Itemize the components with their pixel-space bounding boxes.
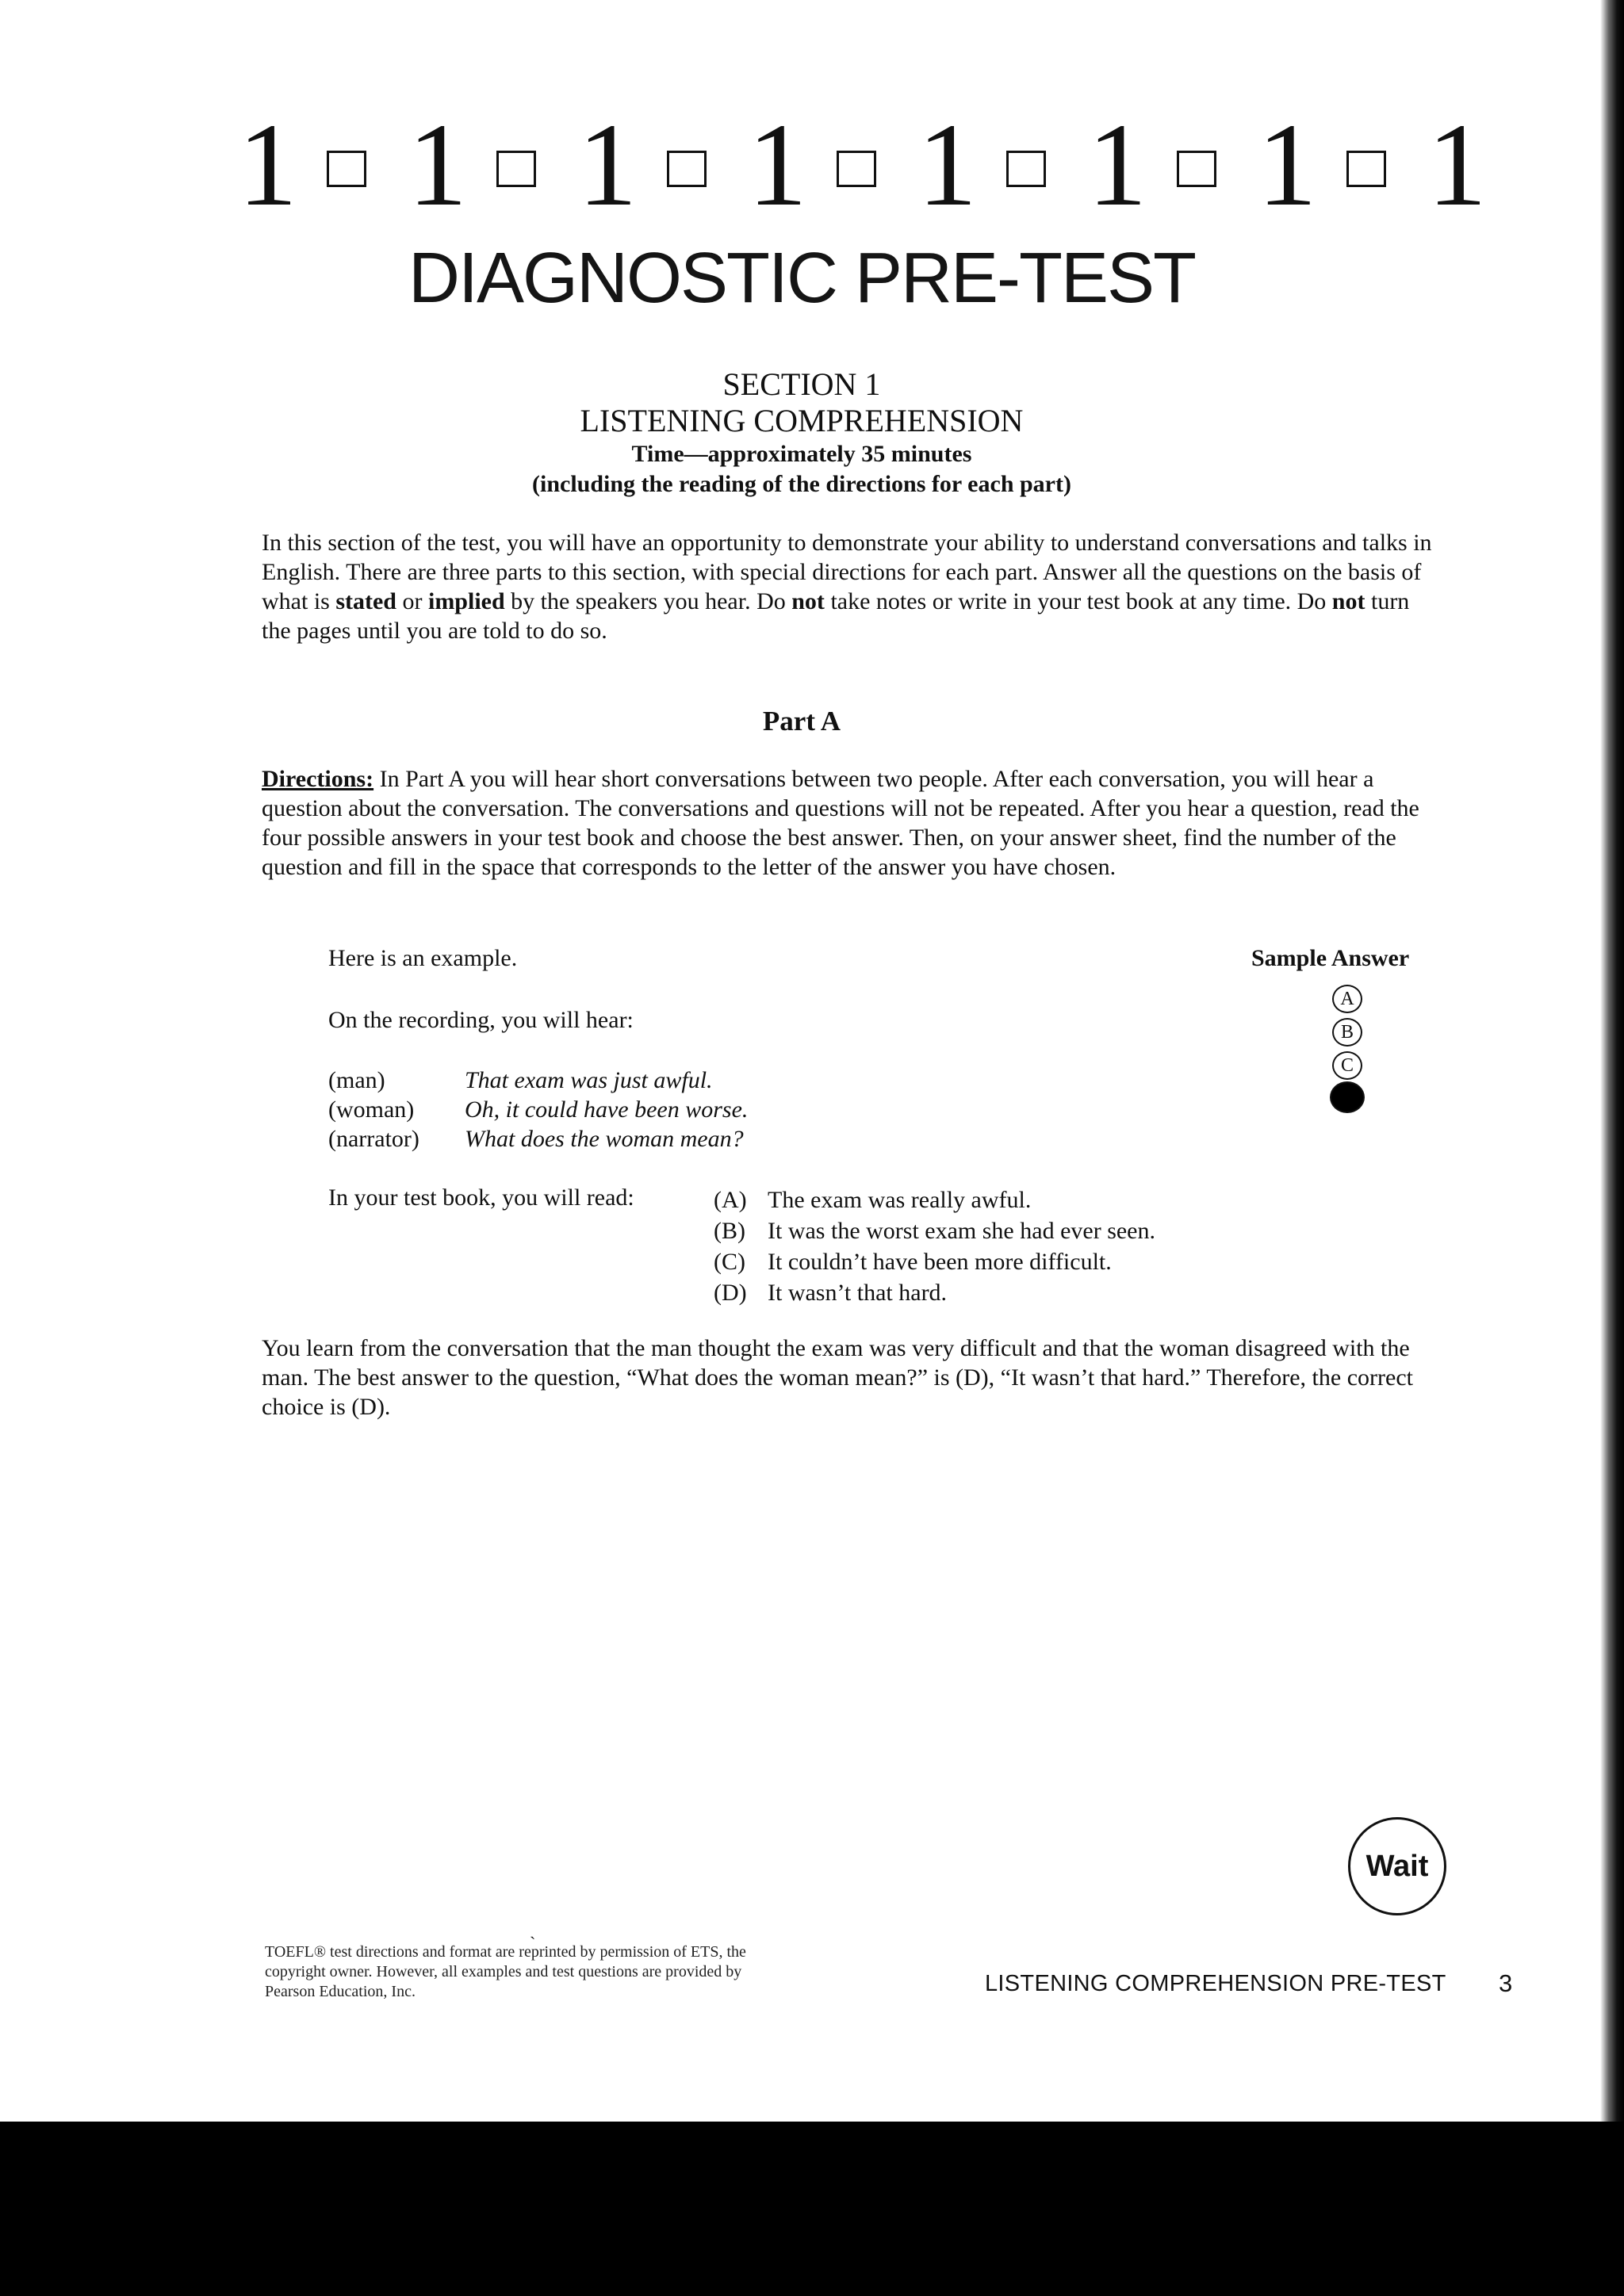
intro-text: In this section of the test, you will have an opportunity to demonstrate your ability to understand conversations and talks in English. There are three parts to this section, with special directions for each part. Answer all the questions on the basis of what is — [262, 530, 1432, 614]
section-heading — [0, 366, 1603, 499]
dialog-line — [328, 1066, 713, 1095]
explanation-paragraph: You learn from the conversation that the man thought the exam was very difficult and that the woman disagreed with the man. The best answer to the question, “What does the woman mean?” is (D), “It wasn’t that hard.” Therefore, the correct choice is (D). — [262, 1335, 1413, 1420]
section-time-note: (including the reading of the directions for each part) — [532, 471, 1071, 497]
banner-box — [1177, 151, 1216, 187]
dialog-line — [328, 1095, 748, 1124]
dialog-speaker: (man) — [328, 1067, 385, 1093]
directions-paragraph — [262, 764, 1443, 882]
page-edge-shadow — [1600, 0, 1624, 2122]
choice-letter: (C) — [714, 1249, 745, 1275]
banner-digit: 1 — [238, 99, 297, 231]
dialog-line — [328, 1124, 744, 1154]
intro-text: or — [396, 588, 428, 614]
choice-row — [714, 1246, 1155, 1277]
choice-text: It couldn’t have been more difficult. — [768, 1249, 1112, 1275]
banner-box — [496, 151, 536, 187]
intro-bold: not — [791, 588, 825, 614]
copyright-note: TOEFL® test directions and format are reprinted by permission of ETS, the copyright owner. However, all examples and test questions are provided by Pearson Education, Inc. — [265, 1943, 746, 2000]
choice-text: The exam was really awful. — [768, 1187, 1032, 1213]
intro-bold: implied — [427, 588, 505, 614]
banner-box — [327, 151, 366, 187]
choice-row — [714, 1215, 1155, 1246]
choice-letter: (D) — [714, 1280, 747, 1306]
answer-bubble: C — [1332, 1051, 1362, 1080]
example-intro: Here is an example. — [328, 945, 518, 971]
part-title: Part A — [762, 706, 841, 737]
banner-digit: 1 — [1087, 99, 1147, 231]
dialog-text: What does the woman mean? — [465, 1126, 744, 1152]
banner-digit: 1 — [747, 99, 807, 231]
read-label: In your test book, you will read: — [328, 1184, 634, 1211]
answer-bubble: A — [1332, 985, 1362, 1013]
intro-text: by the speakers you hear. Do — [504, 588, 792, 614]
banner-digit: 1 — [1427, 99, 1487, 231]
dialog-speaker: (narrator) — [328, 1126, 419, 1152]
dialog-speaker: (woman) — [328, 1096, 415, 1123]
banner-digit: 1 — [917, 99, 978, 231]
banner-box — [1346, 151, 1386, 187]
answer-bubble: B — [1332, 1018, 1362, 1047]
intro-bold: stated — [335, 588, 396, 614]
answer-choices — [714, 1184, 1155, 1308]
banner-digit: 1 — [408, 99, 468, 231]
choice-text: It was the worst exam she had ever seen. — [768, 1218, 1155, 1244]
intro-text: take notes or write in your test book at any time. Do — [824, 588, 1332, 614]
section-number: SECTION 1 — [722, 366, 881, 402]
choice-row — [714, 1184, 1155, 1215]
sample-answer-title: Sample Answer — [1251, 945, 1410, 971]
page-title: DIAGNOSTIC PRE-TEST — [408, 239, 1196, 318]
example-recording: On the recording, you will hear: — [328, 1007, 634, 1033]
banner-box — [1006, 151, 1046, 187]
intro-bold: not — [1331, 588, 1365, 614]
directions-label: Directions: — [262, 766, 374, 792]
banner-digit: 1 — [577, 99, 638, 231]
intro-text: turn the pages until you are told to do so. — [262, 588, 1410, 644]
section-name: LISTENING COMPREHENSION — [580, 403, 1024, 438]
banner-box — [837, 151, 876, 187]
page-number: 3 — [1499, 1969, 1513, 1997]
answer-bubble-filled — [1330, 1081, 1365, 1113]
dialog-text: Oh, it could have been worse. — [465, 1096, 749, 1123]
choice-text: It wasn’t that hard. — [768, 1280, 948, 1306]
banner-box — [667, 151, 707, 187]
footer-title: LISTENING COMPREHENSION PRE-TEST — [985, 1971, 1446, 1996]
choice-row — [714, 1277, 1155, 1308]
intro-paragraph — [262, 528, 1443, 645]
choice-letter: (B) — [714, 1218, 745, 1244]
dialog-text: That exam was just awful. — [465, 1067, 713, 1093]
section-time: Time—approximately 35 minutes — [631, 441, 972, 467]
banner-digit: 1 — [1257, 99, 1317, 231]
choice-letter: (A) — [714, 1187, 747, 1213]
wait-badge: Wait — [1348, 1817, 1446, 1915]
section-banner — [238, 99, 1487, 231]
directions-text: In Part A you will hear short conversations between two people. After each conversation, you will hear a question about the conversation. The conversations and questions will not be repeated. After you hear a question, read the four possible answers in your test book and choose the best answer. Then, on your answer sheet, find the number of the question and fill in the space that corresponds to the letter of the answer you have chosen. — [262, 766, 1419, 880]
stray-mark: ˴ — [530, 1925, 536, 1945]
